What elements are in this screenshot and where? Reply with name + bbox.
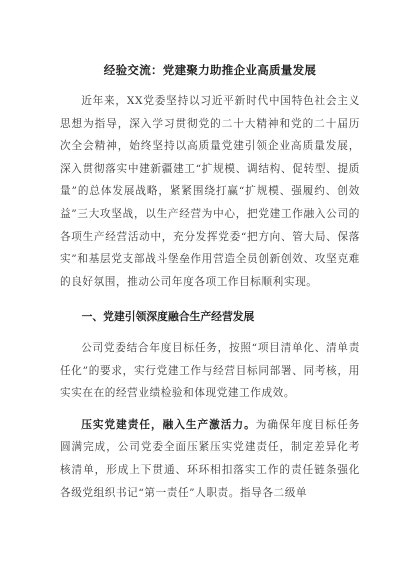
intro-paragraph: 近年来，XX党委坚持以习近平新时代中国特色社会主义思想为指导，深入学习贯彻党的二十大精神和党的二十届历次全会精神，始终坚持以高质量党建引领企业高质量发展，深入贯彻落实中建新疆建工“扩规模、调结构、促转型、提质量”的总体发展战略，紧紧围绕打赢“扩规模、强履约、创效益”三大攻坚战，以生产经营为中心，把党建工作融入公司的各项生产经营活动中，充分发挥党委“把方向、管大局、保落实”和基层党支部战斗堡垒作用营造全员创新创效、攻坚克难的良好氛围，推动公司年度各项工作目标顺利实现。 xyxy=(60,95,360,288)
paragraph-body: 为确保年度目标任务圆满完成，公司党委全面压紧压实党建责任，制定差异化考核清单，形成上下贯通、环环相扣落实工作的责任链条强化各级党组织书记“第一责任”人职责。指导各二级单 xyxy=(60,418,360,499)
paragraph-lead: 压实党建责任，融入生产激活力。 xyxy=(81,418,256,431)
spacer xyxy=(60,293,360,302)
spacer xyxy=(60,405,360,414)
section-heading: 一、党建引领深度融合生产经营发展 xyxy=(81,310,255,324)
document-title: 经验交流：党建聚力助推企业高质量发展 xyxy=(103,63,317,77)
section-paragraph: 公司党委结合年度目标任务，按照“项目清单化、清单责任化”的要求，实行党建工作与经营目标同部署、同考核，用实实在在的经营业绩检验和体现党建工作成效。 xyxy=(60,341,360,400)
section-paragraph-with-lead xyxy=(60,414,360,504)
